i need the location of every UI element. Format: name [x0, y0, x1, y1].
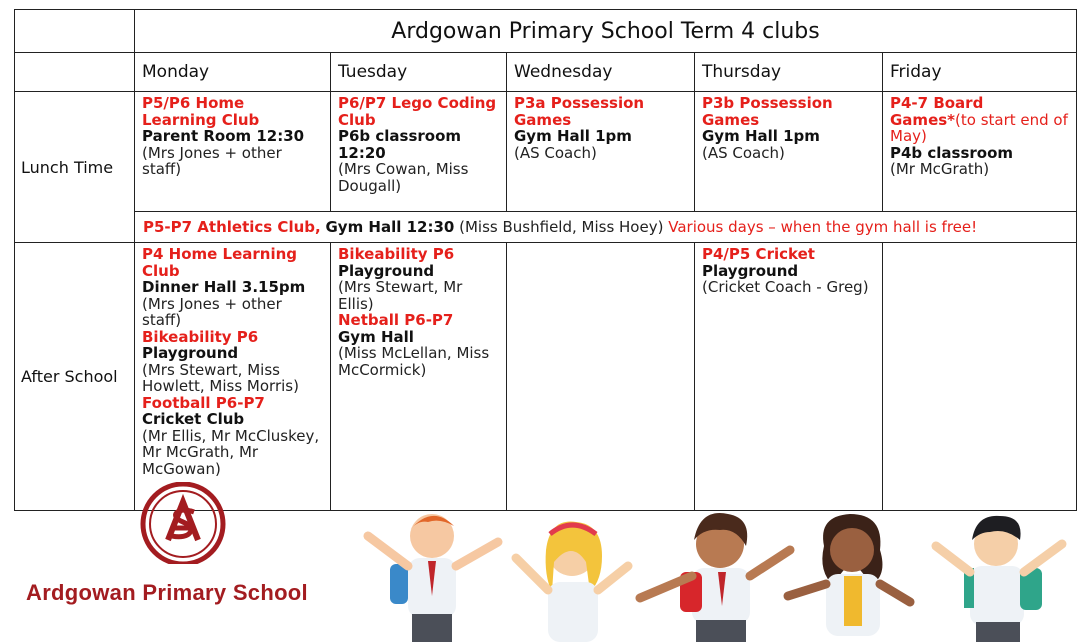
club-note: (to start end of May): [890, 110, 1068, 145]
club-staff: (AS Coach): [514, 143, 597, 162]
club-place: Playground: [338, 261, 435, 280]
kid-2-figure: [516, 522, 628, 642]
club-name: P5/P6 Home: [142, 94, 245, 112]
club-name: P3b Possession: [702, 94, 833, 112]
club-name: Bikeability P6: [142, 327, 259, 346]
club-place: Gym Hall 1pm: [514, 127, 632, 145]
corner-cell: [15, 10, 135, 53]
club-name: P4-7 Board: [890, 94, 984, 112]
club-name: Club: [142, 261, 180, 280]
club-place: Dinner Hall 3.15pm: [142, 278, 306, 296]
club-place: Gym Hall 1pm: [702, 127, 820, 145]
club-staff: (Mrs Stewart, Miss Howlett, Miss Morris): [142, 360, 299, 395]
club-name: P4/P5 Cricket: [702, 245, 815, 263]
club-place: Parent Room 12:30: [142, 127, 305, 145]
clubs-table: [14, 9, 1077, 511]
club-staff: (Mr Ellis, Mr McCluskey, Mr McGrath, Mr McGowan): [142, 426, 320, 478]
after-tuesday: [331, 243, 507, 511]
athletics-name: P5-P7 Athletics Club,: [143, 218, 321, 236]
row-label-lunch: Lunch Time: [15, 92, 135, 243]
day-thursday: Thursday: [695, 53, 883, 92]
after-friday: [883, 243, 1077, 511]
athletics-row: [135, 212, 1077, 243]
club-staff: (AS Coach): [702, 143, 785, 162]
lunch-tuesday: [331, 92, 507, 212]
club-name: Games*: [890, 110, 956, 129]
club-name: Club: [338, 110, 376, 129]
athletics-place: Gym Hall 12:30: [325, 218, 455, 236]
school-name: Ardgowan Primary School: [26, 580, 308, 605]
club-staff: (Miss McLellan, Miss McCormick): [338, 344, 490, 379]
club-name: Learning Club: [142, 110, 260, 129]
club-staff: (Cricket Coach - Greg): [702, 278, 869, 296]
club-time: 12:20: [338, 143, 386, 162]
after-thursday: [695, 243, 883, 511]
club-name: P6/P7 Lego Coding: [338, 94, 497, 112]
children-illustration: [340, 506, 1092, 642]
club-name: Games: [702, 110, 760, 129]
club-name: Bikeability P6: [338, 245, 455, 263]
club-place: Cricket Club: [142, 410, 245, 428]
kid-1-figure: [368, 514, 498, 642]
club-name: P4 Home Learning: [142, 245, 298, 263]
kid-5-figure: [936, 516, 1062, 642]
club-staff: (Mrs Stewart, Mr Ellis): [338, 278, 463, 313]
club-staff: (Mr McGrath): [890, 160, 990, 178]
club-place: Playground: [702, 261, 799, 280]
day-tuesday: Tuesday: [331, 53, 507, 92]
athletics-note: Various days – when the gym hall is free!: [668, 218, 978, 236]
kid-3-figure: [640, 513, 790, 642]
day-friday: Friday: [883, 53, 1077, 92]
table-title: Ardgowan Primary School Term 4 clubs: [135, 10, 1077, 53]
row-label-after-school: After School: [15, 243, 135, 511]
after-wednesday: [507, 243, 695, 511]
club-name: Football P6-P7: [142, 393, 265, 412]
club-place: P6b classroom: [338, 127, 462, 145]
kid-4-figure: [788, 514, 910, 636]
club-staff: (Mrs Jones + other staff): [142, 294, 282, 329]
school-crest-logo: [128, 482, 238, 564]
club-place: Playground: [142, 344, 239, 362]
club-name: Netball P6-P7: [338, 311, 454, 329]
lunch-friday: [883, 92, 1077, 212]
club-place: P4b classroom: [890, 143, 1014, 162]
club-staff: (Mrs Cowan, Miss Dougall): [338, 160, 469, 195]
athletics-staff: (Miss Bushfield, Miss Hoey): [459, 218, 664, 236]
club-place: Gym Hall: [338, 327, 414, 346]
club-name: Games: [514, 110, 572, 129]
day-wednesday: Wednesday: [507, 53, 695, 92]
lunch-thursday: [695, 92, 883, 212]
lunch-monday: [135, 92, 331, 212]
day-monday: Monday: [135, 53, 331, 92]
after-monday: [135, 243, 331, 511]
club-name: P3a Possession: [514, 94, 645, 112]
lunch-wednesday: [507, 92, 695, 212]
club-staff: (Mrs Jones + other staff): [142, 143, 282, 178]
corner-cell: [15, 53, 135, 92]
